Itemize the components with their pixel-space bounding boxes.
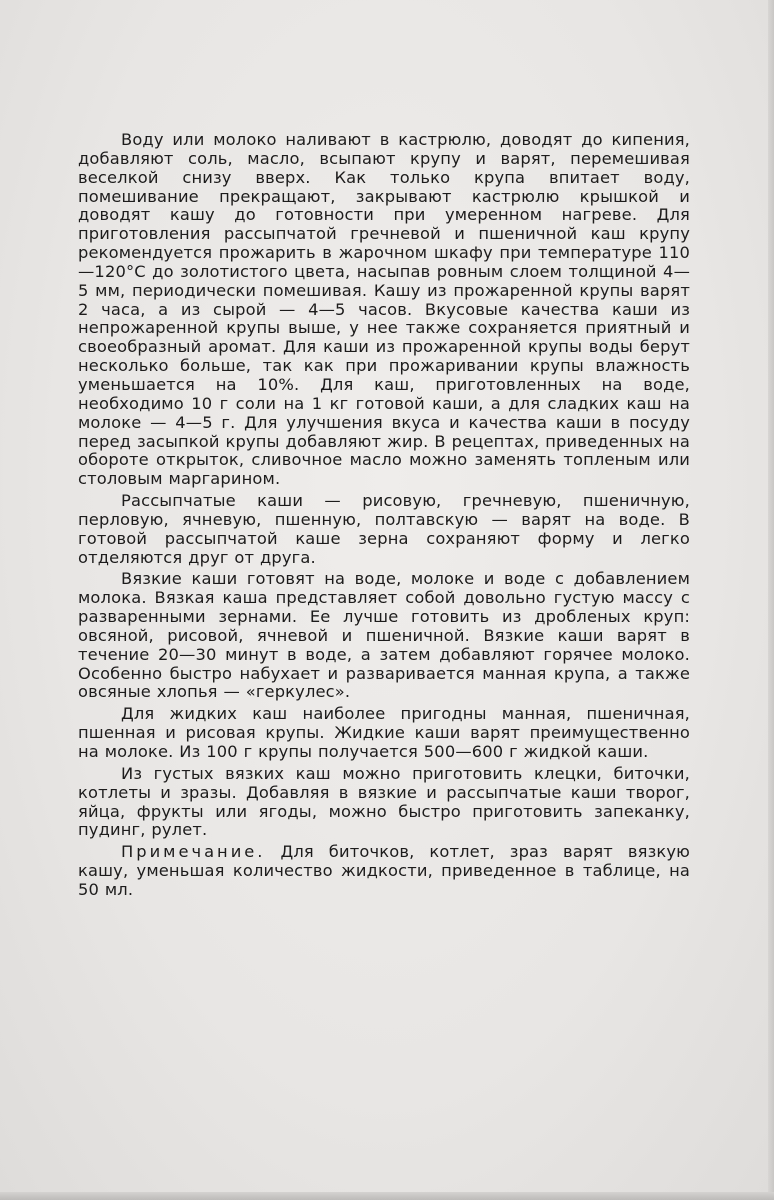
note-label: Примечание.: [121, 842, 266, 862]
note-text: Для биточков, котлет, зраз варят вязкую кашу, уменьшая количество жидкости, приведенное в таблице, на 50 мл.: [78, 842, 690, 899]
paragraph-cooking-method: Воду или молоко наливают в кастрюлю, доводят до кипения, добавляют соль, масло, всыпают крупу и варят, перемешивая веселкой снизу вверх. Как только крупа впитает воду, помешивание прекращают, закрывают кастрюлю крышкой и доводят кашу до готовности при умеренном нагреве. Для приготовления рассыпчатой гречневой и пшеничной каш крупу рекомендуется прожарить в жарочном шкафу при температуре 110—120°С до золотистого цвета, насыпав ровным слоем толщиной 4—5 мм, периодически помешивая. Кашу из прожаренной крупы варят 2 часа, а из сырой — 4—5 часов. Вкусовые качества каши из непрожаренной крупы выше, у нее также сохраняется приятный и своеобразный аромат. Для каши из прожаренной крупы воды берут несколько больше, так как при прожаривании крупы влажность уменьшается на 10%. Для каш, приготовленных на воде, необходимо 10 г соли на 1 кг готовой каши, а для сладких каш на молоке — 4—5 г. Для улучшения вкуса и качества каши в посуду перед засыпкой крупы добавляют жир. В рецептах, приведенных на обороте открыток, сливочное масло можно заменять топленым или столовым маргарином.: [78, 130, 690, 489]
note-paragraph: [78, 843, 690, 900]
body-text: [78, 131, 690, 900]
paragraph-crumbly-porridge: Рассыпчатые каши — рисовую, гречневую, пшеничную, перловую, ячневую, пшенную, полтавскую — варят на воде. В готовой рассыпчатой каше зерна сохраняют форму и легко отделяются друг от друга.: [78, 491, 690, 567]
page-edge-right: [768, 0, 774, 1200]
paragraph-dishes-from-porridge: Из густых вязких каш можно приготовить клецки, биточки, котлеты и зразы. Добавляя в вязкие и рассыпчатые каши творог, яйца, фрукты или ягоды, можно быстро приготовить запеканку, пудинг, рулет.: [78, 763, 690, 840]
paragraph-viscous-porridge: Вязкие каши готовят на воде, молоке и воде с добавлением молока. Вязкая каша представляет собой довольно густую массу с разваренными зернами. Ее лучше готовить из дробленых круп: овсяной, рисовой, ячневой и пшеничной. Вязкие каши варят в течение 20—30 минут в воде, а затем добавляют горячее молоко. Особенно быстро набухает и разваривается манная крупа, а также овсяные хлопья — «геркулес».: [78, 569, 690, 702]
page-edge-bottom: [0, 1192, 774, 1200]
paragraph-liquid-porridge: Для жидких каш наиболее пригодны манная, пшеничная, пшенная и рисовая крупы. Жидкие каши варят преимущественно на молоке. Из 100 г крупы получается 500—600 г жидкой каши.: [78, 704, 690, 761]
